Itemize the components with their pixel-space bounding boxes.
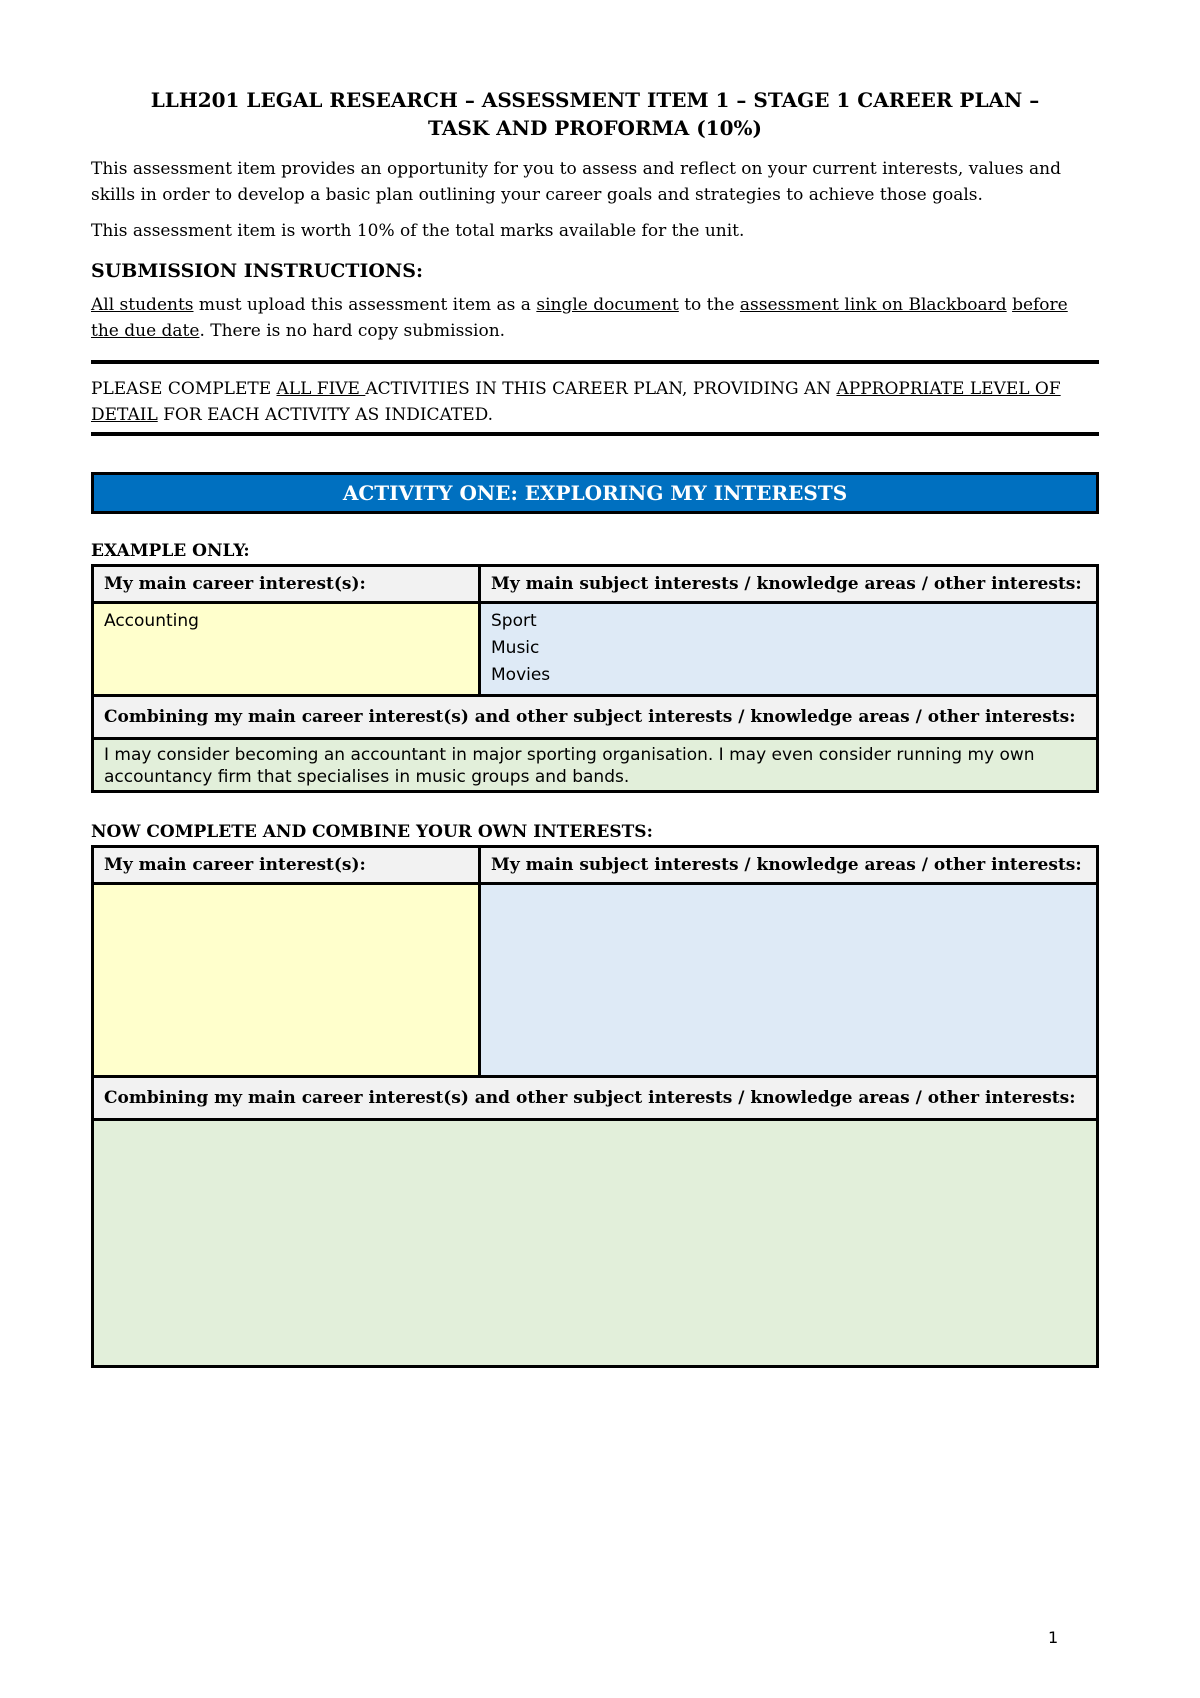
own-interests-label: NOW COMPLETE AND COMBINE YOUR OWN INTERESTS: <box>91 822 653 842</box>
submission-text: must upload this assessment item as a <box>193 295 537 315</box>
activity-one-title: ACTIVITY ONE: EXPLORING MY INTERESTS <box>342 481 848 505</box>
single-document-text: single document <box>536 295 679 315</box>
submission-text: to the <box>678 295 740 315</box>
notice-text: FOR EACH ACTIVITY AS INDICATED. <box>157 405 494 425</box>
notice-text: PLEASE COMPLETE <box>91 379 277 399</box>
example-combine-header: Combining my main career interest(s) and other subject interests / knowledge areas / other interests: <box>94 697 1096 737</box>
submission-paragraph <box>91 292 1099 344</box>
own-content-row <box>94 882 1096 1075</box>
own-subject-field[interactable] <box>481 885 1096 1075</box>
subject-item: Movies <box>491 665 551 685</box>
example-subject-cell <box>481 604 1096 694</box>
page-number: 1 <box>1048 1628 1059 1647</box>
own-interests-table <box>91 845 1099 1368</box>
subject-item: Sport <box>491 611 537 631</box>
worth-paragraph: This assessment item is worth 10% of the total marks available for the unit. <box>91 221 745 241</box>
example-table <box>91 564 1099 793</box>
own-header-row <box>94 848 1096 882</box>
instructions-notice <box>91 360 1099 436</box>
own-combine-header-row <box>94 1075 1096 1118</box>
example-subject-header: My main subject interests / knowledge areas / other interests: <box>481 567 1096 601</box>
example-content-row <box>94 601 1096 694</box>
document-content <box>91 86 1099 1368</box>
example-header-row <box>94 567 1096 601</box>
due-date-text: before the due date <box>91 295 1068 341</box>
submission-heading: SUBMISSION INSTRUCTIONS: <box>91 260 423 282</box>
own-career-field[interactable] <box>94 885 481 1075</box>
assessment-link-text: assessment link on Blackboard <box>739 295 1007 315</box>
example-career-header: My main career interest(s): <box>94 567 481 601</box>
example-combine-header-row <box>94 694 1096 737</box>
submission-text: . There is no hard copy submission. <box>199 321 506 341</box>
example-combine-cell: I may consider becoming an accountant in major sporting organisation. I may even consider running my own accountancy firm that specialises in music groups and bands. <box>94 740 1096 790</box>
intro-paragraph: This assessment item provides an opportunity for you to assess and reflect on your current interests, values and skills in order to develop a basic plan outlining your career goals and strategies to achieve those goals. <box>91 159 1062 205</box>
title-line-2: TASK AND PROFORMA (10%) <box>428 116 762 140</box>
title-line-1: LLH201 LEGAL RESEARCH – ASSESSMENT ITEM 1 – STAGE 1 CAREER PLAN – <box>150 88 1040 112</box>
document-title <box>91 86 1099 142</box>
own-combine-row <box>94 1118 1096 1365</box>
example-label: EXAMPLE ONLY: <box>91 541 250 561</box>
all-students-text: All students <box>91 295 194 315</box>
subject-item: Music <box>491 638 540 658</box>
own-career-header: My main career interest(s): <box>94 848 481 882</box>
activity-one-banner <box>91 472 1099 514</box>
own-combine-field[interactable] <box>94 1121 1096 1365</box>
example-combine-row <box>94 737 1096 790</box>
all-five-text: ALL FIVE <box>276 379 366 399</box>
own-subject-header: My main subject interests / knowledge areas / other interests: <box>481 848 1096 882</box>
own-combine-header: Combining my main career interest(s) and other subject interests / knowledge areas / other interests: <box>94 1078 1096 1118</box>
appropriate-detail-text: APPROPRIATE LEVEL OF DETAIL <box>91 379 1061 425</box>
notice-text: ACTIVITIES IN THIS CAREER PLAN, PROVIDING AN <box>365 379 837 399</box>
example-career-cell: Accounting <box>94 604 481 694</box>
